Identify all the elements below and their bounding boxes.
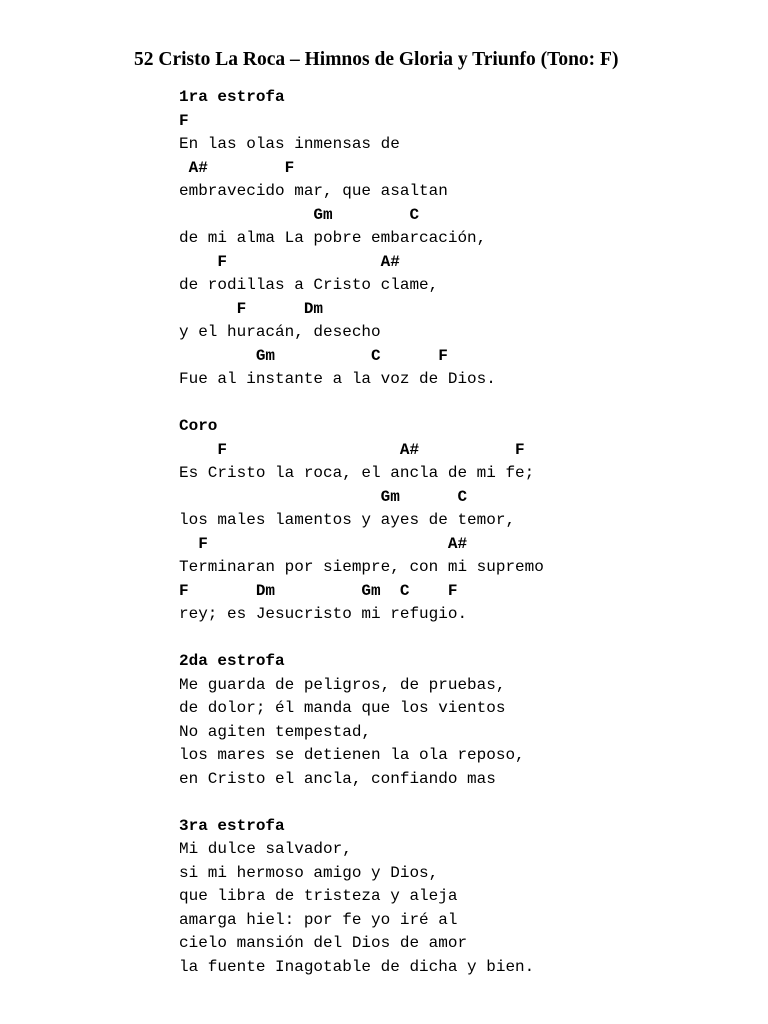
- lyric-line: que libra de tristeza y aleja: [179, 887, 458, 905]
- lyric-line: Mi dulce salvador,: [179, 840, 352, 858]
- lyric-line: en Cristo el ancla, confiando mas: [179, 769, 496, 788]
- section-heading: 3ra estrofa: [179, 816, 285, 835]
- lyric-line: Fue al instante a la voz de Dios.: [179, 370, 496, 388]
- lyric-line: embravecido mar, que asaltan: [179, 182, 448, 200]
- lyric-line: de dolor; él manda que los vientos: [179, 699, 506, 717]
- section-1ra-estrofa: [179, 86, 759, 392]
- chord-line: F A# F: [179, 440, 525, 459]
- lyric-line: de mi alma La pobre embarcación,: [179, 229, 487, 247]
- chord-line: F Dm: [179, 299, 324, 318]
- chord-line: F: [179, 111, 189, 130]
- section-3ra-estrofa: [179, 815, 759, 980]
- song-body: [179, 86, 759, 1003]
- lyric-line: Es Cristo la roca, el ancla de mi fe;: [179, 464, 535, 482]
- lyric-line: Terminaran por siempre, con mi supremo: [179, 558, 544, 576]
- lyric-line: Me guarda de peligros, de pruebas,: [179, 675, 506, 694]
- chord-line: F A#: [179, 534, 468, 553]
- lyric-line: de rodillas a Cristo clame,: [179, 276, 439, 294]
- chord-line: A# F: [179, 158, 295, 177]
- section-2da-estrofa: [179, 650, 759, 791]
- lyric-line: No agiten tempestad,: [179, 722, 372, 741]
- section-coro: [179, 415, 759, 627]
- chord-line: Gm C F: [179, 346, 448, 365]
- lyric-line: los mares se detienen la ola reposo,: [179, 746, 525, 764]
- chord-line: Gm C: [179, 487, 468, 506]
- page-title: 52 Cristo La Roca – Himnos de Gloria y Triunfo (Tono: F): [134, 49, 619, 70]
- lyric-line: rey; es Jesucristo mi refugio.: [179, 605, 468, 623]
- section-heading: 2da estrofa: [179, 652, 285, 670]
- chord-line: F A#: [179, 252, 400, 271]
- lyric-line: si mi hermoso amigo y Dios,: [179, 863, 439, 882]
- section-heading: 1ra estrofa: [179, 88, 285, 106]
- chord-line: Gm C: [179, 205, 420, 224]
- lyric-line: y el huracán, desecho: [179, 323, 381, 341]
- lyric-line: los males lamentos y ayes de temor,: [179, 511, 516, 529]
- lyric-line: cielo mansión del Dios de amor: [179, 934, 468, 952]
- lyric-line: amarga hiel: por fe yo iré al: [179, 910, 458, 929]
- chord-line: F Dm Gm C F: [179, 581, 458, 600]
- lyric-line: En las olas inmensas de: [179, 135, 400, 153]
- section-heading: Coro: [179, 417, 218, 435]
- lyric-line: la fuente Inagotable de dicha y bien.: [179, 957, 535, 976]
